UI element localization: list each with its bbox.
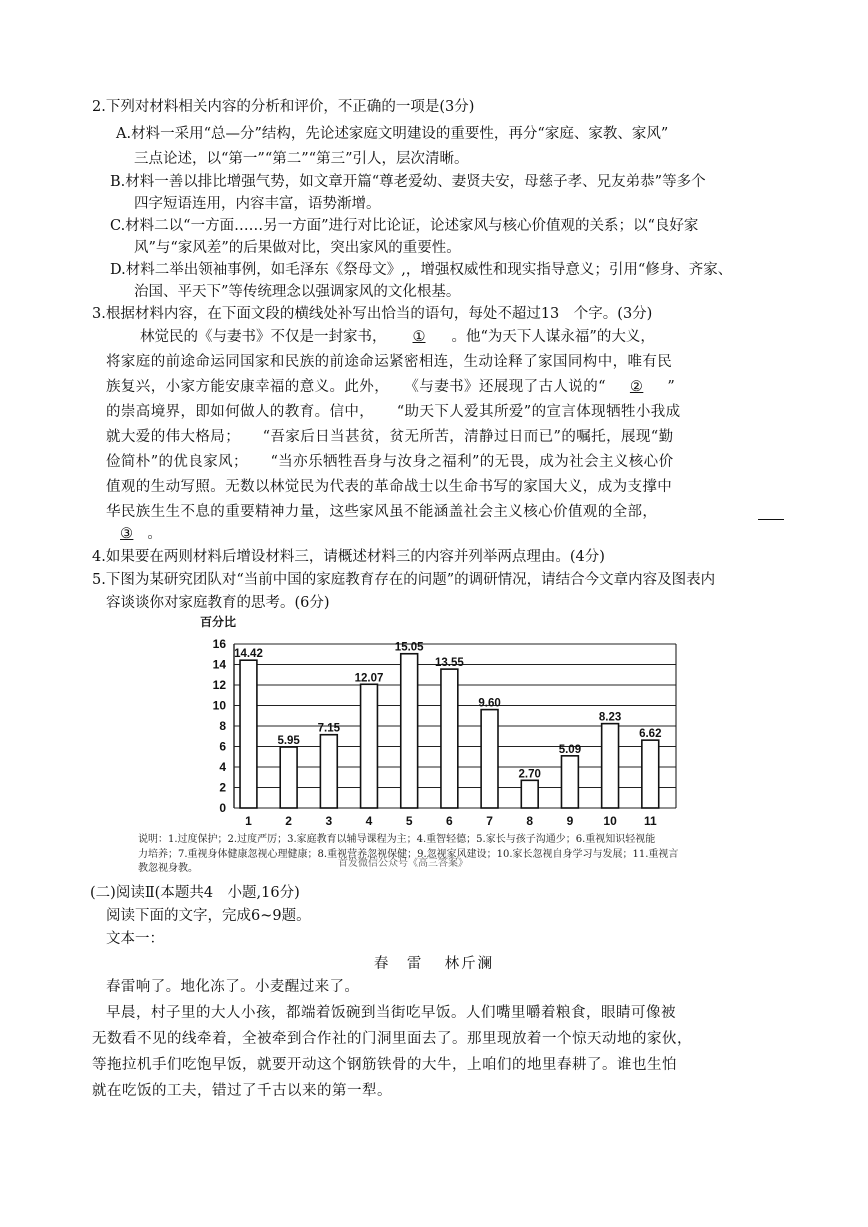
chart-bars xyxy=(240,654,662,808)
story-author: 林斤澜 xyxy=(444,956,495,972)
text-label: 文本一： xyxy=(106,931,164,947)
x-tick-label: 4 xyxy=(365,814,373,828)
story-para-2-line3: 等拖拉机手们吃饱早饭，就要开动这个钢筋铁骨的大牛，上咱们的地里春耕了。谁也生怕 xyxy=(92,1057,677,1073)
chart-yticks xyxy=(213,637,227,815)
q3-text: ” xyxy=(667,379,676,395)
reading-instruction: 阅读下面的文字，完成6~9题。 xyxy=(106,908,311,924)
x-tick-label: 8 xyxy=(526,814,534,828)
chart-note-line3 xyxy=(138,858,778,877)
x-tick-label: 1 xyxy=(245,814,252,828)
value-label: 14.42 xyxy=(234,648,263,661)
q3-text: 林觉民的《与妻书》不仅是一封家书， xyxy=(140,329,387,345)
q3-para-line8: 华民族生生不息的重要精神力量，这些家风虽不能涵盖社会主义核心价值观的全部， xyxy=(106,504,658,520)
bar xyxy=(240,660,257,808)
reading-header: (二)阅读Ⅱ(本题共4 小题,16分) xyxy=(90,885,300,901)
q2-option-b-line1: B.材料一善以排比增强气势，如文章开篇“尊老爱幼、妻贤夫安，母慈子孝、兄友弟恭”等多个 xyxy=(110,174,706,190)
bar xyxy=(481,710,498,808)
q3-para-line7: 值观的生动写照。无数以林觉民为代表的革命战士以生命书写的家国大义，成为支撑中 xyxy=(106,479,673,495)
y-tick-label: 6 xyxy=(219,739,226,754)
q3-para-line1 xyxy=(140,327,655,347)
x-tick-label: 11 xyxy=(643,814,657,828)
bar xyxy=(441,669,458,808)
bar xyxy=(401,654,418,808)
q3-para-line2: 将家庭的前途命运同国家和民族的前途命运紧密相连，生动诠释了家国同构中，唯有民 xyxy=(106,354,673,370)
q3-para-line6: 俭简朴”的优良家风； “当亦乐牺牲吾身与汝身之福利”的无畏，成为社会主义核心价 xyxy=(106,454,674,470)
x-tick-label: 5 xyxy=(405,814,413,828)
value-label: 8.23 xyxy=(598,711,622,724)
x-tick-label: 10 xyxy=(603,814,617,828)
value-label: 6.62 xyxy=(639,728,662,741)
x-tick-label: 2 xyxy=(285,814,292,828)
y-tick-label: 4 xyxy=(219,760,226,774)
chart-xticks xyxy=(245,814,657,828)
q3-stem: 3.根据材料内容，在下面文段的横线处补写出恰当的语句，每处不超过13 个字。(3分) xyxy=(92,306,653,322)
q2-option-d-line2: 治国、平天下”等传统理念以强调家风的文化根基。 xyxy=(134,284,461,300)
bar-chart xyxy=(190,612,690,837)
bar xyxy=(602,724,619,808)
bar xyxy=(361,684,378,808)
x-tick-label: 7 xyxy=(486,814,493,828)
q3-para-line4: 的崇高境界，即如何做人的教育。信中， “助天下人爱其所爱”的宣言体现牺牲小我成 xyxy=(106,404,681,420)
x-tick-label: 3 xyxy=(325,814,333,828)
q4-stem: 4.如果要在两则材料后增设材料三，请概述材料三的内容并列举两点理由。(4分) xyxy=(92,549,605,565)
blank-2: ② xyxy=(629,379,644,395)
q3-text: 族复兴，小家方能安康幸福的意义。此外， 《与妻书》还展现了古人说的“ xyxy=(106,379,606,395)
y-tick-label: 2 xyxy=(219,780,226,795)
watermark: 首发微信公众号《高三答案》 xyxy=(338,858,468,869)
story-para-2-line1: 早晨，村子里的大人小孩，都端着饭碗到当街吃早饭。人们嘴里嚼着粮食，眼睛可像被 xyxy=(106,1005,676,1021)
chart-notes xyxy=(138,833,778,877)
x-tick-label: 6 xyxy=(446,814,453,828)
q3-para-line9 xyxy=(106,524,162,544)
chart-note-line1: 说明：1.过度保护；2.过度严厉；3.家庭教育以辅导课程为主；4.重智轻德；5.家长与孩子沟通少；6.重视知识轻视能 xyxy=(138,834,656,845)
story-para-2-line2: 无数看不见的线牵着，全被牵到合作社的门洞里面去了。那里现放着一个惊天动地的家伙， xyxy=(92,1031,692,1047)
q2-stem: 2.下列对材料相关内容的分析和评价，不正确的一项是(3分) xyxy=(92,99,475,115)
q2-option-c-line2: 风”与“家风差”的后果做对比，突出家风的重要性。 xyxy=(134,240,461,256)
story-title-line xyxy=(0,954,868,974)
q3-para-line5: 就大爱的伟大格局； “吾家后日当甚贫，贫无所苦，清静过日而已”的嘱托，展现“勤 xyxy=(106,429,674,445)
y-tick-label: 16 xyxy=(212,637,226,651)
chart-ylabel: 百分比 xyxy=(200,615,237,629)
value-label: 12.07 xyxy=(354,672,384,685)
bar xyxy=(561,756,578,808)
q2-option-b-line2: 四字短语连用，内容丰富，语势渐增。 xyxy=(134,196,381,212)
value-label: 7.15 xyxy=(317,722,341,735)
y-tick-label: 10 xyxy=(212,698,226,713)
q2-option-a-line2: 三点论述，以“第一”“第二”“第三”引人，层次清晰。 xyxy=(134,151,469,167)
blank-3-start xyxy=(758,502,784,520)
y-tick-label: 8 xyxy=(219,719,226,733)
bar xyxy=(280,747,297,808)
value-label: 5.09 xyxy=(558,743,582,756)
x-tick-label: 9 xyxy=(566,814,574,828)
value-label: 9.60 xyxy=(478,697,501,710)
bar xyxy=(320,735,337,808)
chart-note-line2: 力培养；7.重视身体健康忽视心理健康；8.重视营养忽视保健；9.忽视家风建设；10.家长忽视自身学习与发展；11.重视言 xyxy=(138,848,679,860)
q5-stem-line1: 5.下图为某研究团队对“当前中国的家庭教育存在的问题”的调研情况，请结合今文章内容及图表内 xyxy=(92,572,716,588)
story-title: 春 雷 xyxy=(373,956,424,972)
q3-text: 。 xyxy=(147,526,163,542)
story-para-2-line4: 就在吃饭的工夫，错过了千古以来的第一犁。 xyxy=(92,1083,392,1099)
q2-option-c-line1: C.材料二以“一方面……另一方面”进行对比论证，论述家风与核心价值观的关系；以“良好家 xyxy=(110,218,699,234)
chart-note-line3-text: 教忽视身教。 xyxy=(138,863,198,874)
q3-para-line3 xyxy=(106,377,675,397)
blank-3: ③ xyxy=(120,526,134,542)
q2-option-d-line1: D.材料二举出领袖事例，如毛泽东《祭母文》,，增强权威性和现实指导意义；引用“修身、齐家、 xyxy=(110,262,733,278)
y-tick-label: 0 xyxy=(219,801,226,815)
value-label: 13.55 xyxy=(434,657,464,670)
value-label: 5.95 xyxy=(277,735,300,748)
y-tick-label: 12 xyxy=(212,678,226,692)
value-label: 2.70 xyxy=(518,768,541,781)
y-tick-label: 14 xyxy=(212,657,226,672)
blank-1: ① xyxy=(412,329,426,345)
q3-text: 。他“为天下人谋永福”的大义， xyxy=(451,329,655,345)
q2-option-a-line1: A.材料一采用“总—分”结构，先论述家庭文明建设的重要性，再分“家庭、家教、家风” xyxy=(116,126,669,142)
bar xyxy=(521,780,538,808)
bar xyxy=(642,740,659,808)
value-label: 15.05 xyxy=(394,641,424,654)
story-para-1: 春雷响了。地化冻了。小麦醒过来了。 xyxy=(106,979,360,995)
q5-stem-line2: 容谈谈你对家庭教育的思考。(6分) xyxy=(106,595,330,611)
